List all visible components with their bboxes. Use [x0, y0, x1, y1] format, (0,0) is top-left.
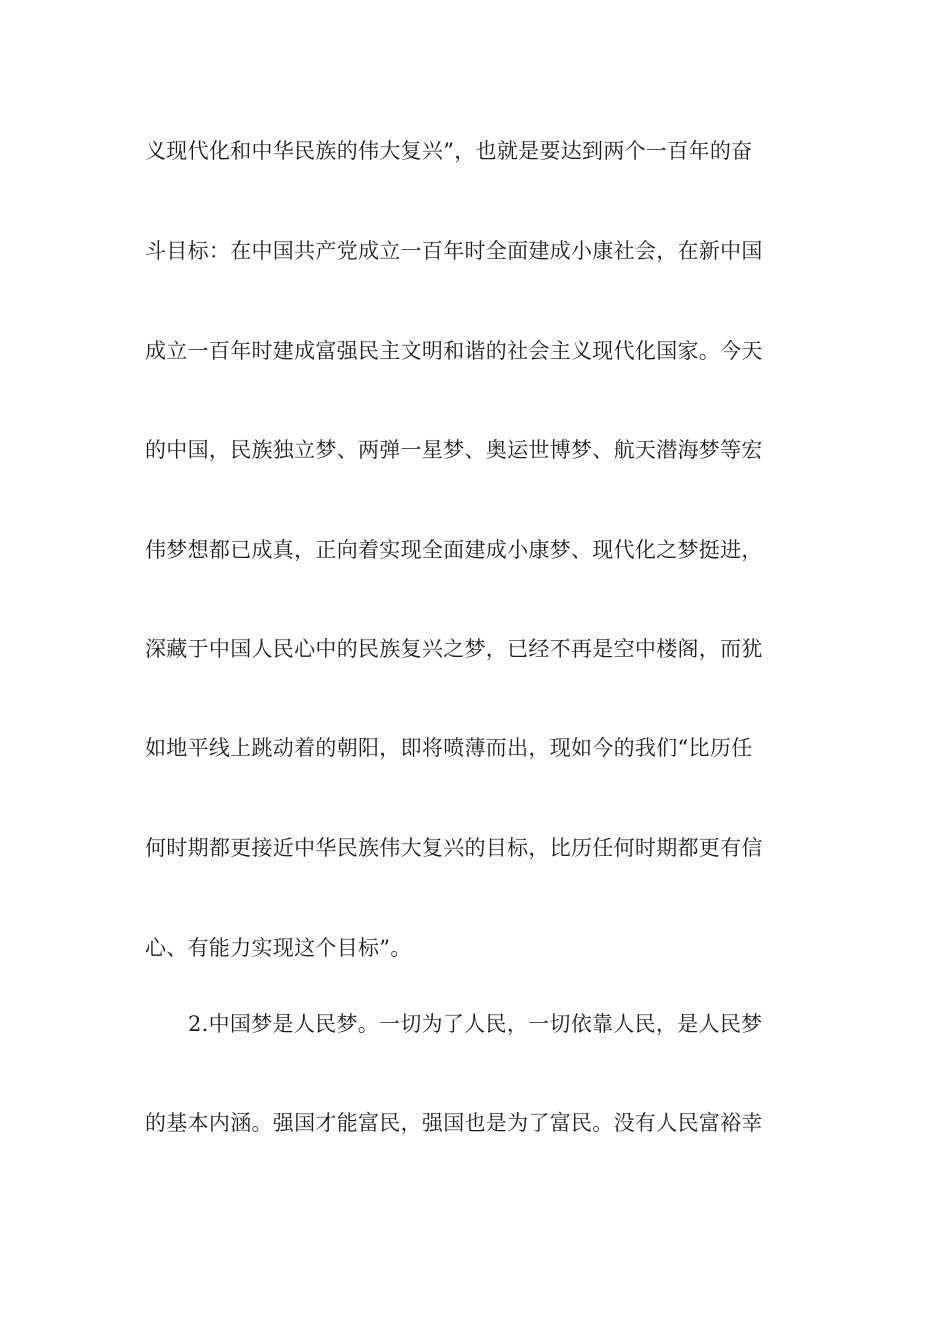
text-line: 如地平线上跳动着的朝阳，即将喷薄而出，现如今的我们“比历任 [145, 736, 753, 760]
text-line: 的基本内涵。强国才能富民，强国也是为了富民。没有人民富裕幸 [145, 1111, 763, 1135]
text-line: 深藏于中国人民心中的民族复兴之梦，已经不再是空中楼阁，而犹 [145, 637, 763, 661]
text-line: 的中国，民族独立梦、两弹一星梦、奥运世博梦、航天潜海梦等宏 [145, 438, 763, 462]
text-line: 心、有能力实现这个目标”。 [145, 936, 412, 960]
text-line: 何时期都更接近中华民族伟大复兴的目标，比历任何时期都更有信 [145, 836, 763, 860]
text-line: 伟梦想都已成真，正向着实现全面建成小康梦、现代化之梦挺进， [145, 538, 763, 562]
paragraph-start-line: 2.中国梦是人民梦。一切为了人民，一切依靠人民，是人民梦 [188, 1012, 763, 1036]
text-line: 义现代化和中华民族的伟大复兴”，也就是要达到两个一百年的奋 [145, 139, 753, 163]
text-line: 斗目标：在中国共产党成立一百年时全面建成小康社会，在新中国 [145, 239, 763, 263]
text-line: 成立一百年时建成富强民主文明和谐的社会主义现代化国家。今天 [145, 339, 763, 363]
